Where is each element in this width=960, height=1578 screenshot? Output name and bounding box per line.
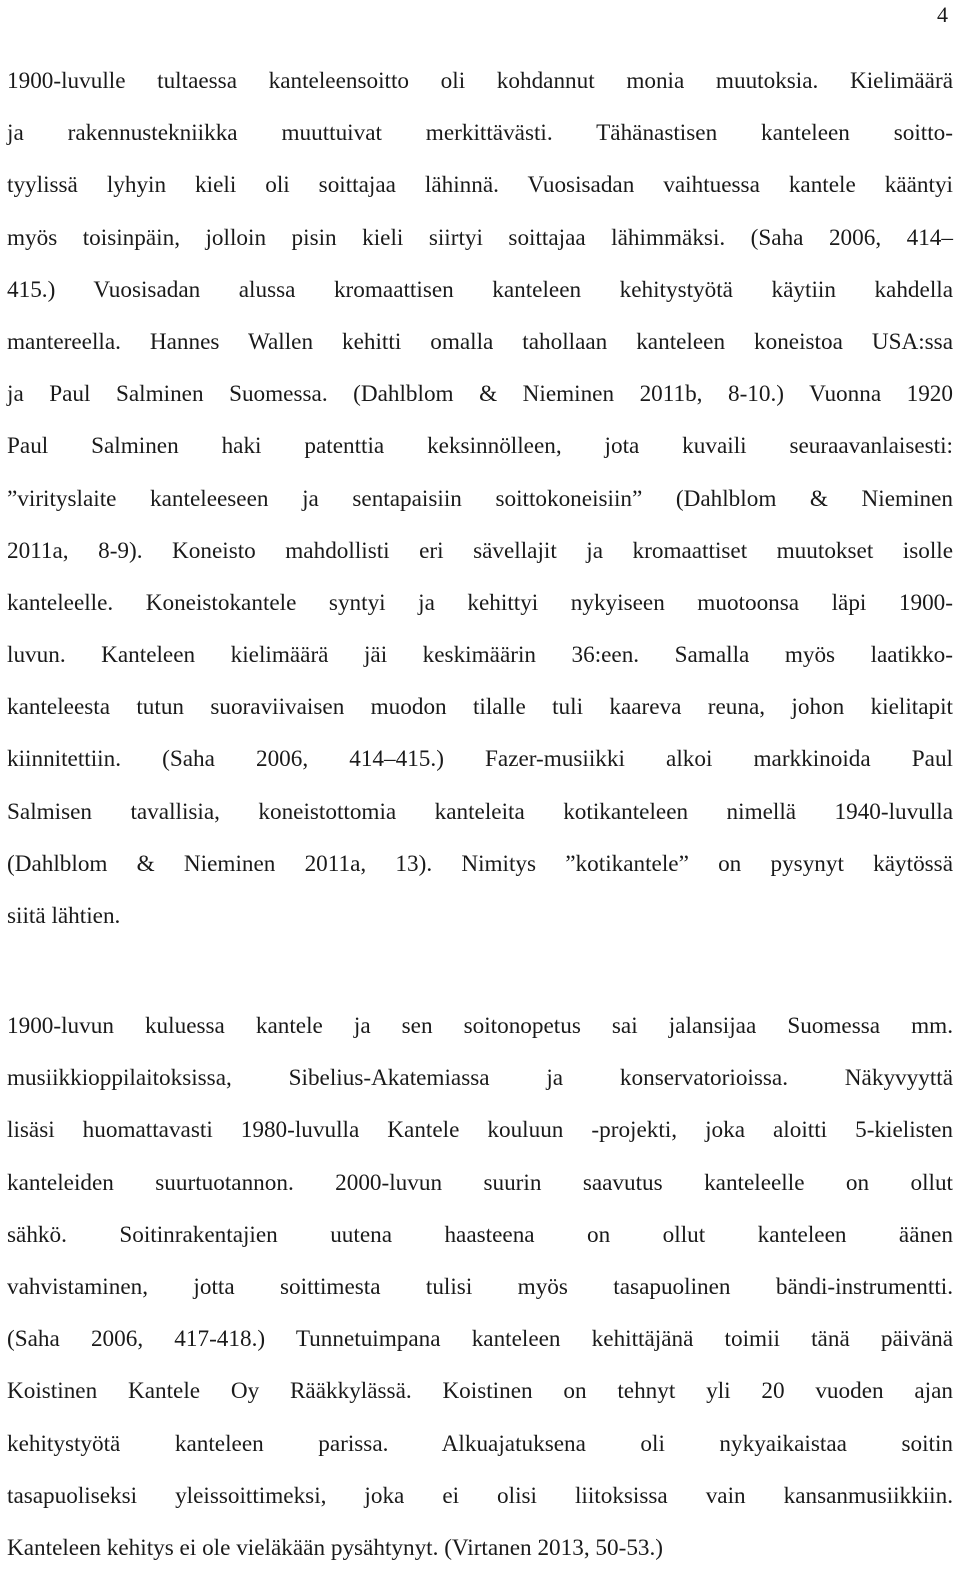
text-line: Koistinen Kantele Oy Rääkkylässä. Koistinen on tehnyt yli 20 vuoden ajan [7, 1378, 953, 1405]
text-line: luvun. Kanteleen kielimäärä jäi keskimäärin 36:een. Samalla myös laatikko- [7, 642, 953, 669]
text-line: siitä lähtien. [7, 903, 121, 929]
text-line: musiikkioppilaitoksissa, Sibelius-Akatemiassa ja konservatorioissa. Näkyvyyttä [7, 1065, 953, 1092]
text-line: Salmisen tavallisia, koneistottomia kanteleita kotikanteleen nimellä 1940-luvulla [7, 798, 953, 825]
text-line: ja Paul Salminen Suomessa. (Dahlblom & Nieminen 2011b, 8-10.) Vuonna 1920 [7, 381, 953, 408]
text-line: Kanteleen kehitys ei ole vieläkään pysähtynyt. (Virtanen 2013, 50-53.) [7, 1534, 664, 1561]
text-line: kiinnitettiin. (Saha 2006, 414–415.) Fazer-musiikki alkoi markkinoida Paul [7, 746, 953, 773]
text-line: (Saha 2006, 417-418.) Tunnetuimpana kanteleen kehittäjänä toimii tänä päivänä [7, 1326, 953, 1353]
text-line: myös toisinpäin, jolloin pisin kieli siirtyi soittajaa lähimmäksi. (Saha 2006, 414– [7, 224, 953, 251]
text-line: Paul Salminen haki patenttia keksinnölleen, jota kuvaili seuraavanlaisesti: [7, 433, 953, 460]
text-line: (Dahlblom & Nieminen 2011a, 13). Nimitys ”kotikantele” on pysynyt käytössä [7, 850, 953, 877]
text-line: 1900-luvun kuluessa kantele ja sen soitonopetus sai jalansijaa Suomessa mm. [7, 1013, 953, 1039]
text-line: kanteleiden suurtuotannon. 2000-luvun suurin saavutus kanteleelle on ollut [7, 1169, 953, 1196]
text-line: kehitystyötä kanteleen parissa. Alkuajatuksena oli nykyaikaistaa soitin [7, 1430, 953, 1457]
text-line: lisäsi huomattavasti 1980-luvulla Kantele kouluun -projekti, joka aloitti 5-kielisten [7, 1117, 953, 1144]
paragraph-1 [7, 55, 953, 942]
text-line: sähkö. Soitinrakentajien uutena haasteena on ollut kanteleen äänen [7, 1221, 953, 1248]
text-line: 2011a, 8-9). Koneisto mahdollisti eri sävellajit ja kromaattiset muutokset isolle [7, 537, 953, 564]
text-line: vahvistaminen, jotta soittimesta tulisi myös tasapuolinen bändi-instrumentti. [7, 1273, 953, 1300]
text-line: tasapuoliseksi yleissoittimeksi, joka ei olisi liitoksissa vain kansanmusiikkiin. [7, 1482, 953, 1509]
text-line: tyylissä lyhyin kieli oli soittajaa lähinnä. Vuosisadan vaihtuessa kantele kääntyi [7, 172, 953, 199]
text-line: mantereella. Hannes Wallen kehitti omalla tahollaan kanteleen koneistoa USA:ssa [7, 328, 953, 355]
text-line: 1900-luvulle tultaessa kanteleensoitto oli kohdannut monia muutoksia. Kielimäärä [7, 68, 953, 94]
text-line: ja rakennustekniikka muuttuivat merkittävästi. Tähänastisen kanteleen soitto- [7, 120, 953, 147]
text-line: ”virityslaite kanteleeseen ja sentapaisiin soittokoneisiin” (Dahlblom & Nieminen [7, 485, 953, 512]
text-line: 415.) Vuosisadan alussa kromaattisen kanteleen kehitystyötä käytiin kahdella [7, 276, 953, 303]
text-line: kanteleesta tutun suoraviivaisen muodon tilalle tuli kaareva reuna, johon kielitapit [7, 694, 953, 721]
paragraph-2 [7, 1000, 953, 1574]
text-line: kanteleelle. Koneistokantele syntyi ja kehittyi nykyiseen muotoonsa läpi 1900- [7, 589, 953, 616]
page-number: 4 [937, 2, 948, 27]
